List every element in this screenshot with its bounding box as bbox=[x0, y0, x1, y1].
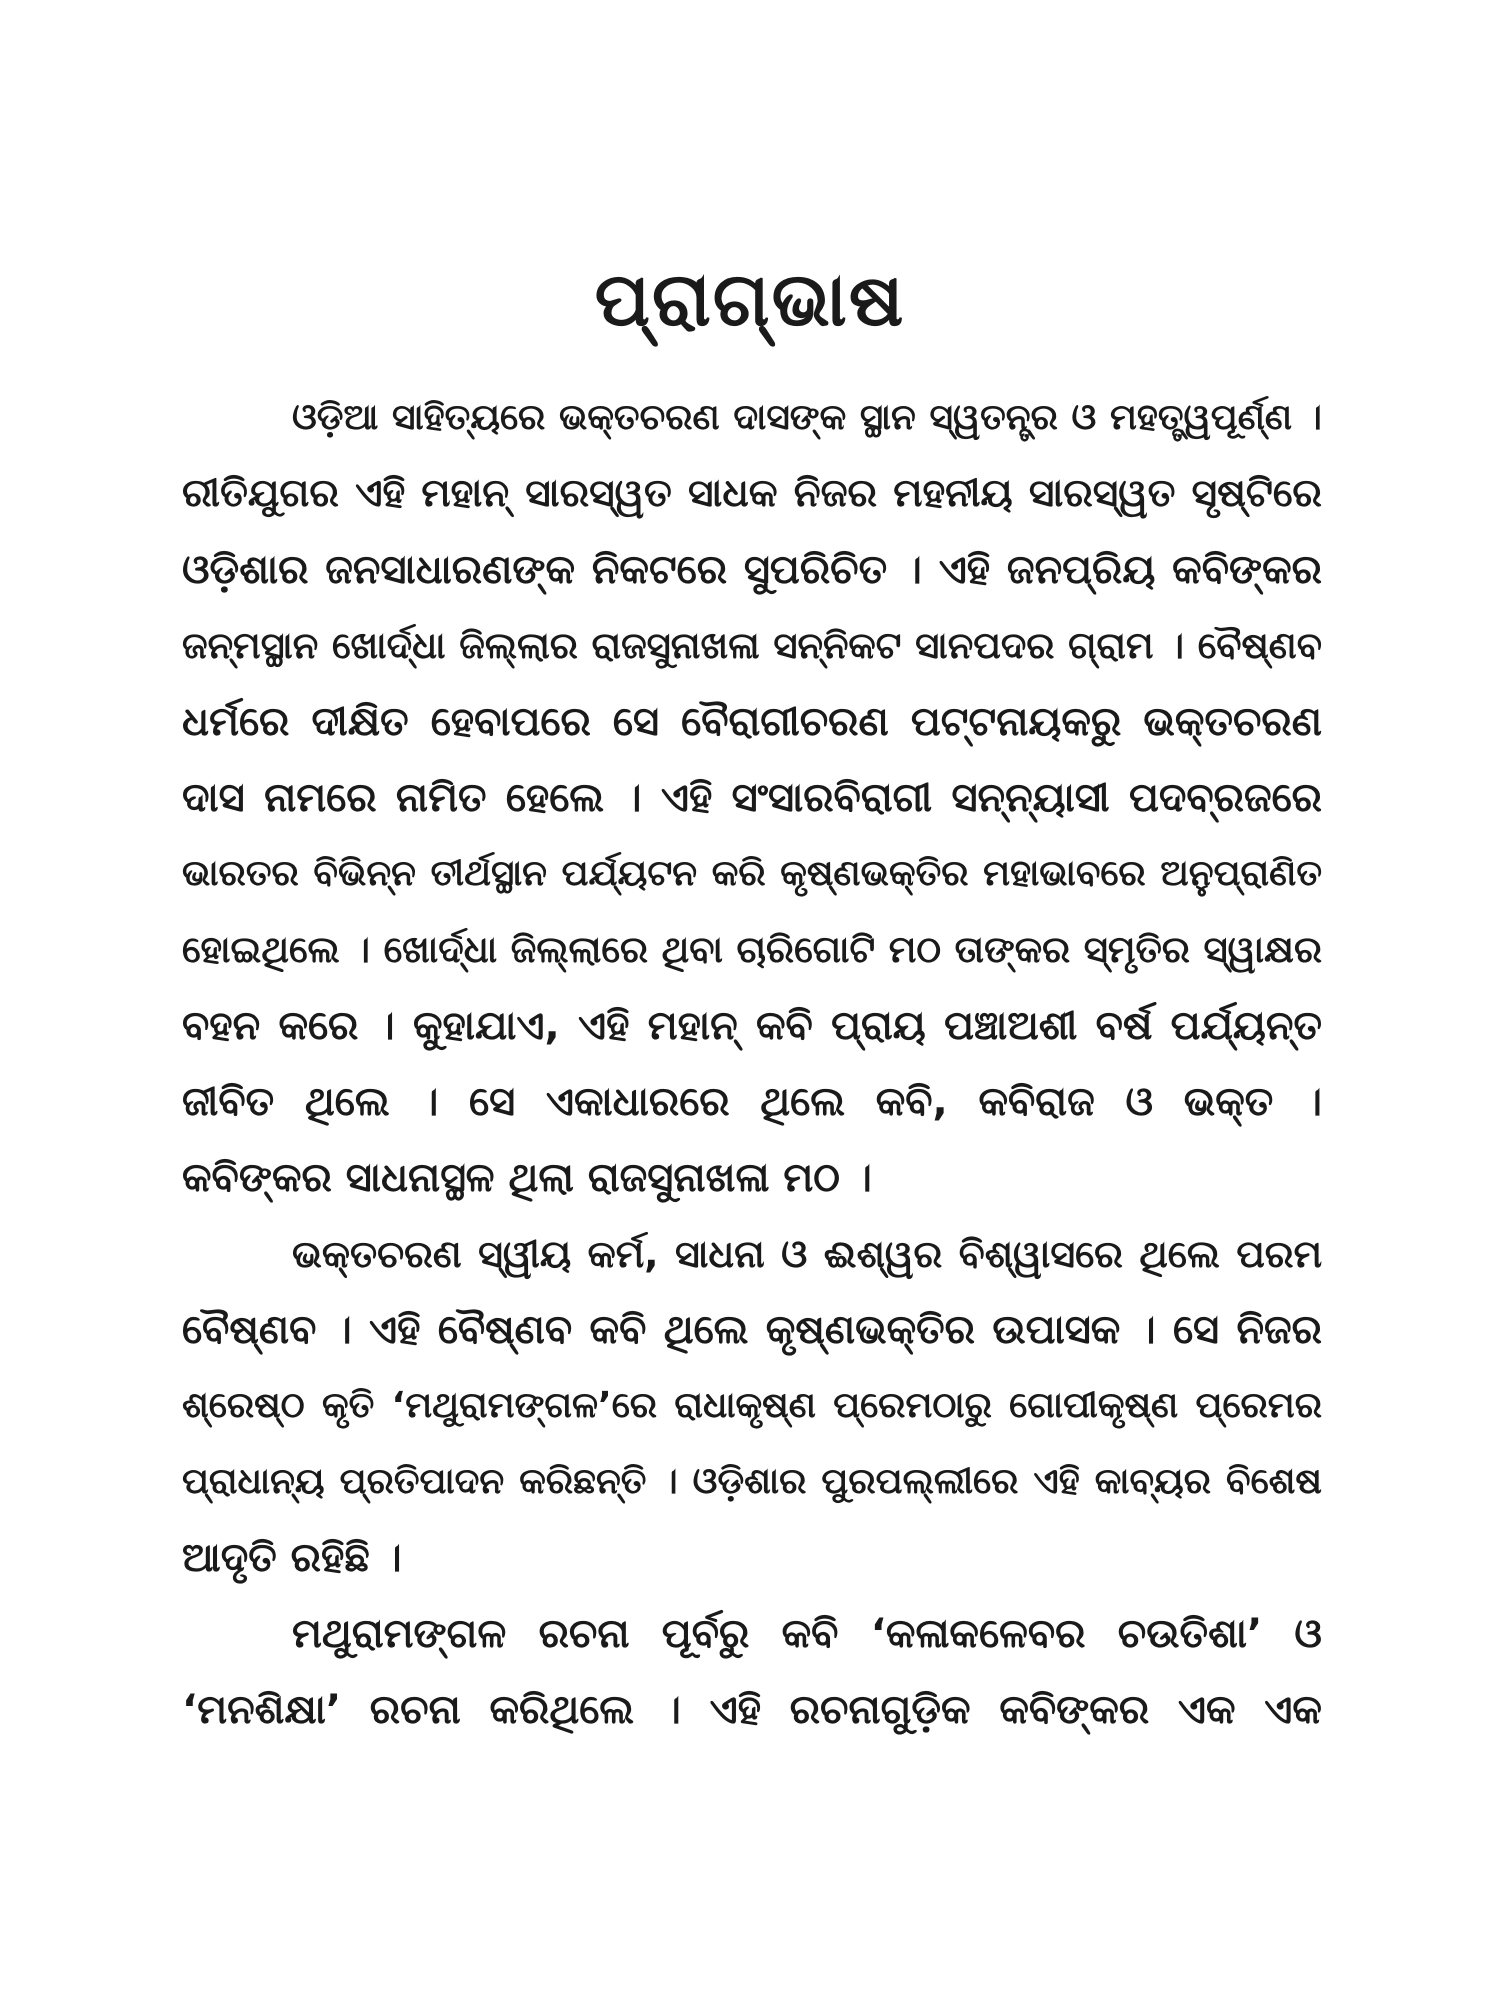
paragraph-line: ଦାସ ନାମରେ ନାମିତ ହେଲେ । ଏହି ସଂସାରବିରାଗୀ ସନ୍ନ୍ୟାସୀ ପଦବ୍ରଜରେ bbox=[182, 775, 1322, 821]
body-text bbox=[182, 380, 1322, 1748]
paragraph-line: ବୈଷ୍ଣବ । ଏହି ବୈଷ୍ଣବ କବି ଥିଲେ କୃଷ୍ଣଭକ୍ତିର ଉପାସକ । ସେ ନିଜର bbox=[182, 1307, 1322, 1353]
paragraph-line: ଭକ୍ତଚରଣ ସ୍ୱୀୟ କର୍ମ, ସାଧନା ଓ ଈଶ୍ୱର ବିଶ୍ୱାସରେ ଥିଲେ ପରମ bbox=[292, 1232, 1322, 1276]
paragraph-line: ‘ମନଶିକ୍ଷା’ ରଚନା କରିଥିଲେ । ଏହି ରଚନାଗୁଡ଼ିକ କବିଙ୍କର ଏକ ଏକ bbox=[182, 1687, 1322, 1733]
page-title: ପ୍ରାଗ୍‌ଭାଷ bbox=[594, 257, 906, 343]
paragraph-line: ଜୀବିତ ଥିଲେ । ସେ ଏକାଧାରରେ ଥିଲେ କବି, କବିରାଜ ଓ ଭକ୍ତ । bbox=[182, 1079, 1322, 1125]
paragraph-line: ମଥୁରାମଙ୍ଗଳ ରଚନା ପୂର୍ବରୁ କବି ‘କଳାକଳେବର ଚଉତିଶା’ ଓ bbox=[292, 1611, 1322, 1657]
paragraph-line: ଧର୍ମରେ ଦୀକ୍ଷିତ ହେବାପରେ ସେ ବୈରାଗୀଚରଣ ପଟ୍ଟନାୟକରୁ ଭକ୍ତଚରଣ bbox=[182, 699, 1322, 745]
paragraph-line: ହୋଇଥିଲେ । ଖୋର୍ଦ୍ଧା ଜିଲ୍ଲାରେ ଥିବା ଚାରିଗୋଟି ମଠ ତାଙ୍କର ସ୍ମୃତିର ସ୍ୱାକ୍ଷର bbox=[182, 928, 1322, 971]
paragraph-line: ଭାରତର ବିଭିନ୍ନ ତୀର୍ଥସ୍ଥାନ ପର୍ଯ୍ୟଟନ କରି କୃଷ୍ଣଭକ୍ତିର ମହାଭାବରେ ଅନୁପ୍ରାଣିତ bbox=[182, 853, 1322, 894]
paragraph-line: ବହନ କରେ । କୁହାଯାଏ, ଏହି ମହାନ୍ କବି ପ୍ରାୟ ପଞ୍ଚାଅଶୀ ବର୍ଷ ପର୍ଯ୍ୟନ୍ତ bbox=[182, 1003, 1322, 1049]
paragraph-line: ରୀତିଯୁଗର ଏହି ମହାନ୍ ସାରସ୍ୱତ ସାଧକ ନିଜର ମହନୀୟ ସାରସ୍ୱତ ସୃଷ୍ଟିରେ bbox=[182, 471, 1322, 516]
paragraph-line: ଶ୍ରେଷ୍ଠ କୃତି ‘ମଥୁରାମଙ୍ଗଳ’ରେ ରାଧାକୃଷ୍ଣ ପ୍ରେମଠାରୁ ଗୋପୀକୃଷ୍ଣ ପ୍ରେମର bbox=[182, 1385, 1322, 1426]
paragraph-line: ପ୍ରାଧାନ୍ୟ ପ୍ରତିପାଦନ କରିଛନ୍ତି । ଓଡ଼ିଶାର ପୁରପଲ୍ଲୀରେ ଏହି କାବ୍ୟର ବିଶେଷ bbox=[182, 1461, 1322, 1502]
paragraph-line: ଓଡ଼ିଶାର ଜନସାଧାରଣଙ୍କ ନିକଟରେ ସୁପରିଚିତ । ଏହି ଜନପ୍ରିୟ କବିଙ୍କର bbox=[182, 547, 1322, 593]
paragraph-line: ଆଦୃତି ରହିଛି । bbox=[182, 1535, 402, 1581]
paragraph-line: ଓଡ଼ିଆ ସାହିତ୍ୟରେ ଭକ୍ତଚରଣ ଦାସଙ୍କ ସ୍ଥାନ ସ୍ୱତନ୍ତ୍ର ଓ ମହତ୍ତ୍ୱପୂର୍ଣ୍ଣ । bbox=[292, 397, 1322, 438]
paragraph-line: କବିଙ୍କର ସାଧନାସ୍ଥଳ ଥିଲା ରାଜସୁନାଖଳା ମଠ । bbox=[182, 1155, 872, 1201]
paragraph-line: ଜନ୍ମସ୍ଥାନ ଖୋର୍ଦ୍ଧା ଜିଲ୍ଲାର ରାଜସୁନାଖଳା ସନ୍ନିକଟ ସାନପଦର ଗ୍ରାମ । ବୈଷ୍ଣବ bbox=[182, 624, 1322, 667]
